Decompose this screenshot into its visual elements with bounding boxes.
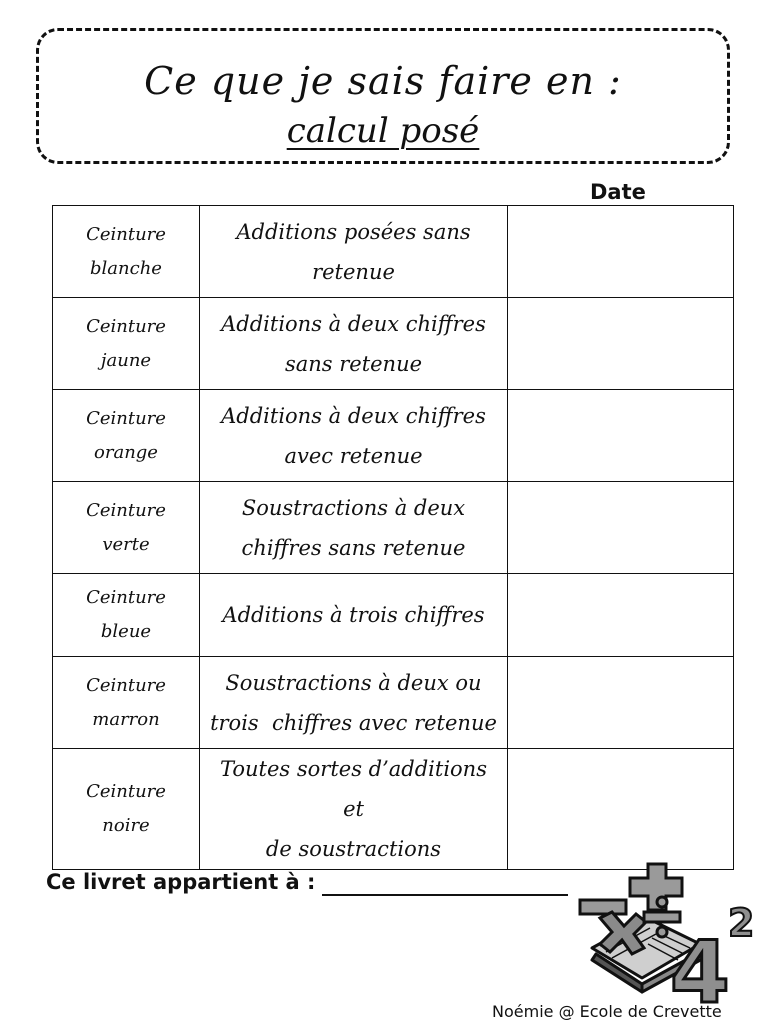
math-book-icon <box>572 856 762 1006</box>
date-cell[interactable] <box>508 657 734 749</box>
date-column-header: Date <box>590 180 646 204</box>
belt-name: Ceinture verte <box>53 482 200 574</box>
skill-description: Additions à deux chiffres sans retenue <box>200 298 508 390</box>
table-row <box>53 749 734 870</box>
belt-name: Ceinture blanche <box>53 206 200 298</box>
title-box <box>36 28 730 164</box>
table-row <box>53 574 734 657</box>
logo-exponent: 2 <box>728 901 755 945</box>
skill-description: Additions posées sans retenue <box>200 206 508 298</box>
belt-name: Ceinture orange <box>53 390 200 482</box>
author-credit: Noémie @ Ecole de Crevette <box>492 1002 722 1021</box>
date-cell[interactable] <box>508 206 734 298</box>
table-row <box>53 657 734 749</box>
belt-name: Ceinture noire <box>53 749 200 870</box>
belt-name: Ceinture marron <box>53 657 200 749</box>
owner-name-field[interactable] <box>322 894 568 896</box>
page-subtitle: calcul posé <box>286 111 480 151</box>
skill-description: Soustractions à deux ou trois chiffres avec retenue <box>200 657 508 749</box>
skill-description: Additions à deux chiffres avec retenue <box>200 390 508 482</box>
belt-progress-table <box>52 205 734 870</box>
date-cell[interactable] <box>508 482 734 574</box>
page-title: Ce que je sais faire en : <box>144 59 622 103</box>
skill-description: Additions à trois chiffres <box>200 574 508 657</box>
skill-description: Soustractions à deux chiffres sans retenue <box>200 482 508 574</box>
date-cell[interactable] <box>508 574 734 657</box>
belt-name: Ceinture bleue <box>53 574 200 657</box>
date-cell[interactable] <box>508 298 734 390</box>
owner-label: Ce livret appartient à : <box>46 870 316 894</box>
table-row <box>53 206 734 298</box>
table-row <box>53 298 734 390</box>
table-row <box>53 482 734 574</box>
date-cell[interactable] <box>508 749 734 870</box>
date-cell[interactable] <box>508 390 734 482</box>
skill-description: Toutes sortes d’additions et de soustractions <box>200 749 508 870</box>
table-row <box>53 390 734 482</box>
logo-digit: 4 <box>670 923 730 1006</box>
belt-name: Ceinture jaune <box>53 298 200 390</box>
